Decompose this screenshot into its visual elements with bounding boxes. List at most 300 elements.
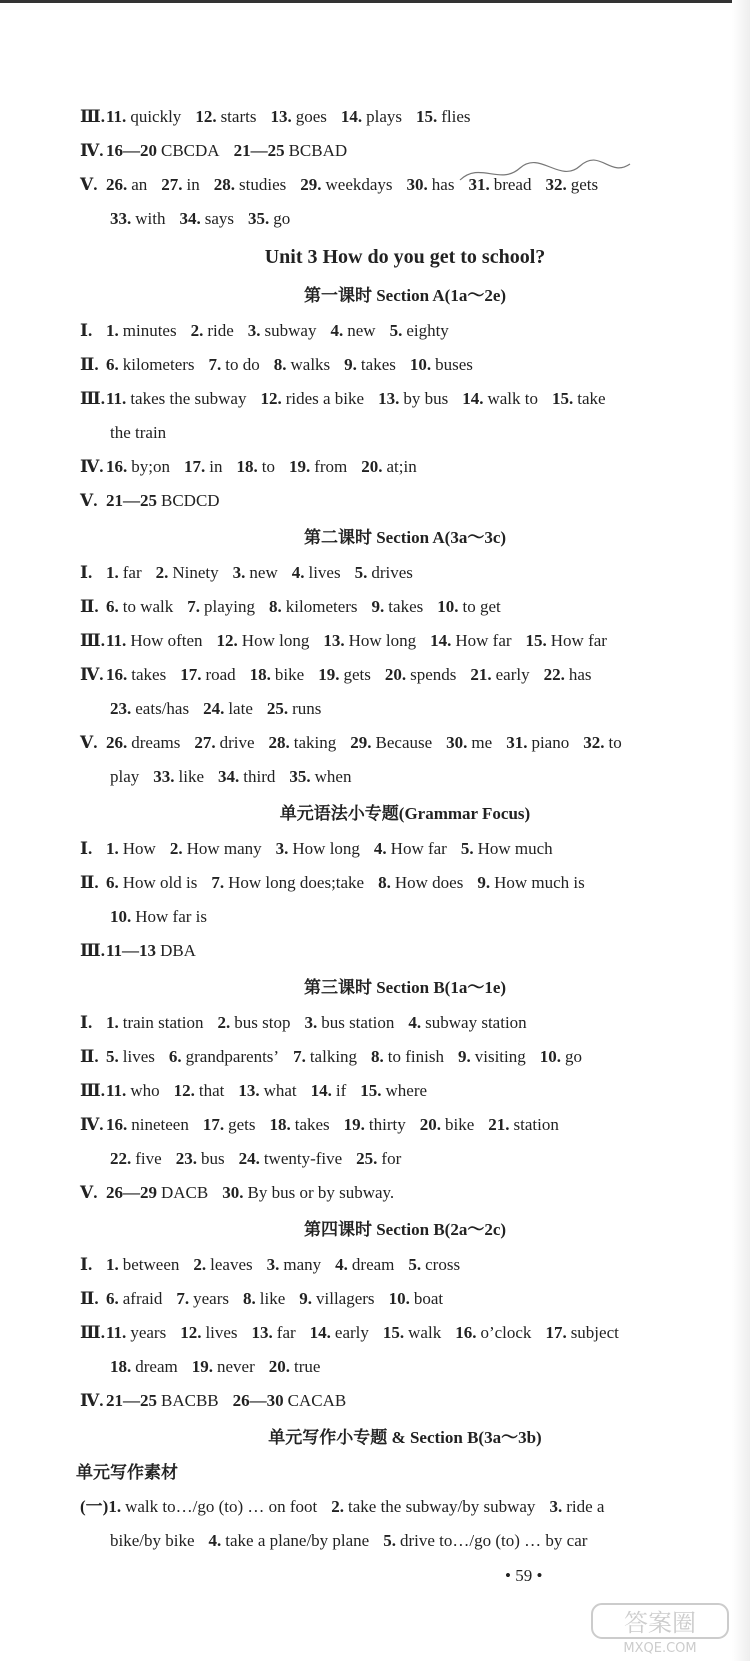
answer-line — [80, 314, 730, 348]
answer-item — [260, 389, 364, 408]
answer-text: me — [471, 733, 493, 752]
answer-text: road — [205, 665, 236, 684]
answer-item — [195, 107, 256, 126]
question-number: 25. — [356, 1149, 378, 1168]
answer-line — [80, 1248, 730, 1282]
question-number: 19. — [343, 1115, 365, 1134]
question-number: 11. — [106, 631, 127, 650]
answer-item — [470, 665, 529, 684]
answer-item — [544, 665, 592, 684]
answer-text: DACB — [161, 1183, 209, 1202]
answer-text: goes — [295, 107, 327, 126]
question-number: 4. — [330, 321, 344, 340]
answer-text: when — [314, 767, 352, 786]
roman-numeral: Ⅳ. — [80, 457, 104, 476]
question-number: 34. — [218, 767, 240, 786]
question-number: 3. — [232, 563, 246, 582]
answer-text: How far — [455, 631, 512, 650]
answer-item — [106, 873, 197, 892]
answer-text: dream — [135, 1357, 178, 1376]
section-subheading: 单元写作素材 — [76, 1463, 178, 1482]
question-number: 12. — [173, 1081, 195, 1100]
answer-item — [239, 1149, 343, 1168]
answer-item — [378, 389, 448, 408]
answer-text: who — [130, 1081, 160, 1100]
question-number: 21. — [488, 1115, 510, 1134]
roman-numeral: Ⅲ. — [80, 1081, 105, 1100]
question-number: 17. — [180, 665, 202, 684]
answer-item — [250, 665, 305, 684]
answer-text: Ninety — [172, 563, 219, 582]
answer-text: to walk — [122, 597, 174, 616]
answer-item — [238, 1081, 296, 1100]
question-number: 9. — [458, 1047, 471, 1066]
answer-text: what — [263, 1081, 297, 1100]
answer-text: never — [216, 1357, 255, 1376]
answer-text: with — [135, 209, 166, 228]
roman-numeral: Ⅴ. — [80, 175, 98, 194]
answer-item — [106, 321, 177, 340]
answer-line — [80, 866, 730, 900]
answer-text: train station — [122, 1013, 204, 1032]
watermark-logo — [590, 1600, 730, 1655]
question-number: 9. — [371, 597, 385, 616]
roman-numeral: Ⅰ. — [80, 321, 93, 340]
answer-item — [110, 423, 166, 442]
question-number: 19. — [318, 665, 340, 684]
question-number: 6. — [168, 1047, 182, 1066]
question-number: 29. — [300, 175, 322, 194]
answer-content — [76, 100, 730, 1558]
roman-numeral: Ⅰ. — [80, 1255, 93, 1274]
answer-item — [106, 1115, 189, 1134]
answer-item — [374, 839, 447, 858]
answer-text: walk to — [487, 389, 538, 408]
question-number: 9. — [477, 873, 491, 892]
answer-item — [330, 321, 375, 340]
answer-item — [408, 1255, 460, 1274]
question-number: 4. — [373, 839, 387, 858]
question-number: 13. — [323, 631, 345, 650]
answer-item — [233, 1391, 347, 1410]
question-number: 17. — [202, 1115, 225, 1134]
question-number: 5. — [389, 321, 403, 340]
question-number: 10. — [388, 1289, 410, 1308]
question-number: 26—29 — [106, 1183, 157, 1202]
question-number: 16. — [106, 1115, 128, 1134]
question-number: 22. — [543, 665, 565, 684]
answer-text: many — [283, 1255, 322, 1274]
question-number: 6. — [106, 355, 119, 374]
answer-text: go — [273, 209, 291, 228]
answer-item — [455, 1323, 531, 1342]
svg-text:答案圈: 答案圈 — [624, 1609, 696, 1637]
answer-text: subject — [570, 1323, 619, 1342]
answer-item — [276, 839, 360, 858]
answer-item — [106, 733, 180, 752]
answer-item — [341, 107, 402, 126]
answer-item — [385, 665, 457, 684]
answer-text: take the subway/by subway — [348, 1497, 536, 1516]
answer-line — [80, 934, 730, 968]
question-number: 35. — [289, 767, 311, 786]
answer-text: How much is — [494, 873, 585, 892]
question-number: 26. — [106, 175, 128, 194]
answer-text: quickly — [130, 107, 182, 126]
answer-item — [299, 1289, 374, 1308]
answer-text: taking — [293, 733, 337, 752]
answer-text: weekdays — [325, 175, 393, 194]
question-number: 9. — [299, 1289, 313, 1308]
answer-item — [153, 767, 204, 786]
question-number: 33. — [110, 209, 132, 228]
question-number: 15. — [551, 389, 574, 408]
answer-item — [243, 1289, 285, 1308]
answer-item — [194, 733, 254, 752]
answer-item — [267, 1255, 322, 1274]
answer-text: How long does;take — [228, 873, 365, 892]
roman-numeral: Ⅳ. — [80, 665, 104, 684]
question-number: 7. — [187, 597, 201, 616]
answer-item — [552, 389, 606, 408]
answer-item — [174, 1081, 225, 1100]
question-number: 21—25 — [106, 1391, 157, 1410]
unit-title: Unit 3 How do you get to school? — [264, 246, 546, 268]
answer-line — [80, 100, 730, 134]
answer-item — [355, 563, 413, 582]
answer-item — [110, 1531, 195, 1550]
answer-text: cross — [425, 1255, 461, 1274]
question-number: 12. — [195, 107, 217, 126]
answer-line — [80, 556, 730, 590]
answer-item — [169, 1047, 279, 1066]
answer-item — [549, 1497, 604, 1516]
answer-text: rides a bike — [285, 389, 365, 408]
question-number: 16. — [106, 665, 128, 684]
answer-text: new — [249, 563, 278, 582]
question-number: 1. — [106, 839, 119, 858]
answer-item — [461, 839, 553, 858]
question-number: 5. — [460, 839, 474, 858]
answer-item — [176, 1289, 229, 1308]
answer-item — [106, 597, 173, 616]
question-number: 1. — [106, 563, 119, 582]
question-number: 13. — [238, 1081, 260, 1100]
question-number: 14. — [462, 389, 484, 408]
answer-text: has — [431, 175, 455, 194]
svg-text:MXQE.COM: MXQE.COM — [623, 1641, 697, 1655]
answer-item — [110, 767, 139, 786]
answer-item — [356, 1149, 401, 1168]
answer-text: in — [209, 457, 223, 476]
question-number: 5. — [383, 1531, 396, 1550]
answer-line — [80, 1040, 730, 1074]
answer-item — [217, 631, 310, 650]
answer-text: How does — [394, 873, 464, 892]
roman-numeral: Ⅱ. — [80, 355, 99, 374]
answer-item — [110, 907, 207, 926]
answer-line — [80, 1142, 730, 1176]
answer-text: dreams — [131, 733, 181, 752]
question-number: 11. — [106, 389, 127, 408]
section-title: 第四课时 Section B(2a～2c) — [303, 1220, 507, 1239]
answer-text: minutes — [122, 321, 177, 340]
answer-text: says — [204, 209, 235, 228]
answer-text: like — [259, 1289, 286, 1308]
answer-item — [106, 1013, 203, 1032]
answer-line — [80, 1176, 730, 1210]
answer-text: twenty-five — [263, 1149, 343, 1168]
answer-item — [106, 389, 246, 408]
answer-item — [506, 733, 569, 752]
answer-item — [233, 563, 278, 582]
answer-line — [80, 348, 730, 382]
roman-numeral: Ⅴ. — [80, 733, 98, 752]
question-number: 11—13 — [106, 941, 157, 960]
question-number: 30. — [222, 1183, 244, 1202]
answer-item — [430, 631, 511, 650]
answer-text: takes — [294, 1115, 330, 1134]
question-number: 29. — [350, 733, 372, 752]
answer-item — [209, 1531, 370, 1550]
answer-item — [184, 457, 222, 476]
answer-line — [80, 450, 730, 484]
question-number: 4. — [291, 563, 305, 582]
question-number: 10. — [437, 597, 459, 616]
answer-text: like — [178, 767, 205, 786]
roman-numeral: Ⅱ. — [80, 597, 99, 616]
question-number: 16. — [106, 457, 128, 476]
answer-item — [269, 1115, 329, 1134]
question-number: 8. — [243, 1289, 256, 1308]
answer-text: How many — [186, 839, 262, 858]
question-number: 11. — [106, 1081, 127, 1100]
page-edge-shadow — [732, 0, 750, 1661]
answer-text: far — [276, 1323, 296, 1342]
answer-line — [80, 484, 730, 518]
answer-text: ride — [207, 321, 234, 340]
answer-text: years — [130, 1323, 167, 1342]
answer-text: to — [261, 457, 275, 476]
roman-numeral: Ⅰ. — [80, 839, 93, 858]
answer-text: where — [385, 1081, 428, 1100]
answer-item — [106, 1323, 166, 1342]
question-number: 28. — [268, 733, 290, 752]
answer-item — [106, 1047, 155, 1066]
question-number: 10. — [409, 355, 432, 374]
answer-text: that — [198, 1081, 225, 1100]
answer-text: go — [565, 1047, 583, 1066]
answer-text: BCDCD — [161, 491, 220, 510]
answer-text: by bus — [403, 389, 449, 408]
answer-text: subway station — [425, 1013, 527, 1032]
question-number: 31. — [468, 175, 490, 194]
answer-text: ride a — [566, 1497, 605, 1516]
roman-numeral: Ⅰ. — [80, 1013, 93, 1032]
question-number: 17. — [545, 1323, 567, 1342]
answer-line — [80, 1490, 730, 1524]
question-number: 30. — [446, 733, 468, 752]
answer-item — [248, 209, 290, 228]
answer-item — [106, 1183, 208, 1202]
answer-text: early — [495, 665, 530, 684]
roman-numeral: Ⅲ. — [80, 107, 105, 126]
answer-text: bus — [200, 1149, 225, 1168]
answer-text: to get — [462, 597, 501, 616]
answer-text: drives — [371, 563, 413, 582]
answer-item — [331, 1497, 535, 1516]
answer-text: How much — [477, 839, 553, 858]
answer-item — [289, 767, 351, 786]
answer-item — [187, 597, 255, 616]
question-number: 12. — [216, 631, 238, 650]
answer-item — [410, 355, 473, 374]
answer-text: at;in — [386, 457, 417, 476]
roman-numeral: (一) — [80, 1497, 109, 1516]
answer-line — [80, 1384, 730, 1418]
question-number: 21. — [470, 665, 492, 684]
answer-item — [350, 733, 432, 752]
question-number: 6. — [106, 1289, 119, 1308]
question-number: 17. — [183, 457, 206, 476]
answer-item — [420, 1115, 475, 1134]
answer-line — [80, 760, 730, 794]
handwriting-scribble — [440, 156, 640, 190]
answer-item — [192, 1357, 255, 1376]
answer-text: has — [568, 665, 592, 684]
roman-numeral: Ⅲ. — [80, 1323, 105, 1342]
answer-text: eats/has — [135, 699, 190, 718]
question-number: 3. — [304, 1013, 318, 1032]
section-title: 第一课时 Section A(1a～2e) — [303, 286, 507, 305]
question-number: 21—25 — [106, 491, 157, 510]
question-number: 15. — [525, 631, 547, 650]
answer-item — [203, 1115, 256, 1134]
answer-item — [269, 1357, 321, 1376]
question-number: 33. — [153, 767, 175, 786]
answer-text: new — [347, 321, 376, 340]
answer-item — [408, 1013, 526, 1032]
answer-line — [80, 1316, 730, 1350]
answer-item — [540, 1047, 582, 1066]
answer-text: in — [186, 175, 200, 194]
answer-item — [389, 1289, 444, 1308]
answer-text: takes — [360, 355, 396, 374]
answer-text: walk — [408, 1323, 442, 1342]
answer-text: gets — [570, 175, 599, 194]
answer-text: play — [110, 767, 140, 786]
question-number: 16—20 — [106, 141, 157, 160]
question-number: 28. — [213, 175, 236, 194]
answer-text: late — [228, 699, 253, 718]
answer-item — [106, 631, 203, 650]
question-number: 2. — [169, 839, 183, 858]
answer-item — [289, 457, 347, 476]
answer-item — [214, 175, 286, 194]
question-number: 7. — [208, 355, 222, 374]
question-number: 4. — [408, 1013, 422, 1032]
question-number: 10. — [539, 1047, 562, 1066]
answer-text: flies — [441, 107, 471, 126]
question-number: 25. — [266, 699, 289, 718]
answer-line — [80, 726, 730, 760]
question-number: 6. — [106, 597, 119, 616]
question-number: 5. — [106, 1047, 119, 1066]
answer-text: CBCDA — [161, 141, 220, 160]
answer-item — [252, 1323, 296, 1342]
answer-text: true — [294, 1357, 321, 1376]
answer-text: visiting — [474, 1047, 526, 1066]
top-rule — [0, 0, 750, 3]
question-number: 26—30 — [232, 1391, 284, 1410]
answer-text: piano — [531, 733, 570, 752]
question-number: 15. — [360, 1081, 382, 1100]
answer-item — [488, 1115, 559, 1134]
answer-line — [80, 1350, 730, 1384]
section-title: 单元语法小专题(Grammar Focus) — [279, 804, 531, 823]
answer-item — [416, 107, 471, 126]
roman-numeral: Ⅱ. — [80, 873, 99, 892]
answer-item — [106, 941, 196, 960]
answer-item — [462, 389, 538, 408]
answer-item — [211, 873, 364, 892]
answer-item — [293, 1047, 357, 1066]
answer-item — [310, 1323, 369, 1342]
answer-text: gets — [343, 665, 371, 684]
answer-text: takes — [131, 665, 167, 684]
question-number: 10. — [110, 907, 132, 926]
question-number: 23. — [175, 1149, 197, 1168]
answer-text: far — [122, 563, 142, 582]
answer-text: take a plane/by plane — [225, 1531, 370, 1550]
answer-item — [344, 1115, 406, 1134]
answer-item — [209, 355, 260, 374]
answer-item — [106, 563, 142, 582]
answer-text: plays — [366, 107, 403, 126]
question-number: 14. — [340, 107, 363, 126]
question-number: 16. — [455, 1323, 477, 1342]
answer-item — [304, 1013, 394, 1032]
answer-item — [526, 631, 607, 650]
page-number: • 59 • — [505, 1566, 543, 1585]
answer-text: BCBAD — [288, 141, 348, 160]
question-number: 2. — [331, 1497, 344, 1516]
answer-text: five — [135, 1149, 162, 1168]
answer-text: years — [193, 1289, 230, 1308]
question-number: 3. — [247, 321, 261, 340]
answer-item — [106, 491, 220, 510]
answer-text: o’clock — [480, 1323, 532, 1342]
answer-line — [80, 590, 730, 624]
answer-item — [372, 597, 424, 616]
answer-line — [80, 382, 730, 416]
answer-item — [106, 141, 220, 160]
answer-item — [222, 1183, 394, 1202]
question-number: 2. — [217, 1013, 231, 1032]
answer-text: lives — [308, 563, 341, 582]
answer-item — [292, 563, 341, 582]
answer-text: runs — [292, 699, 322, 718]
question-number: 15. — [416, 107, 438, 126]
answer-text: drive to…/go (to) … by car — [399, 1531, 588, 1550]
answer-text: bus station — [321, 1013, 395, 1032]
question-number: 8. — [269, 597, 282, 616]
answer-text: nineteen — [131, 1115, 189, 1134]
answer-text: BACBB — [161, 1391, 219, 1410]
answer-item — [269, 597, 358, 616]
answer-item — [106, 457, 170, 476]
question-number: 1. — [106, 1255, 119, 1274]
